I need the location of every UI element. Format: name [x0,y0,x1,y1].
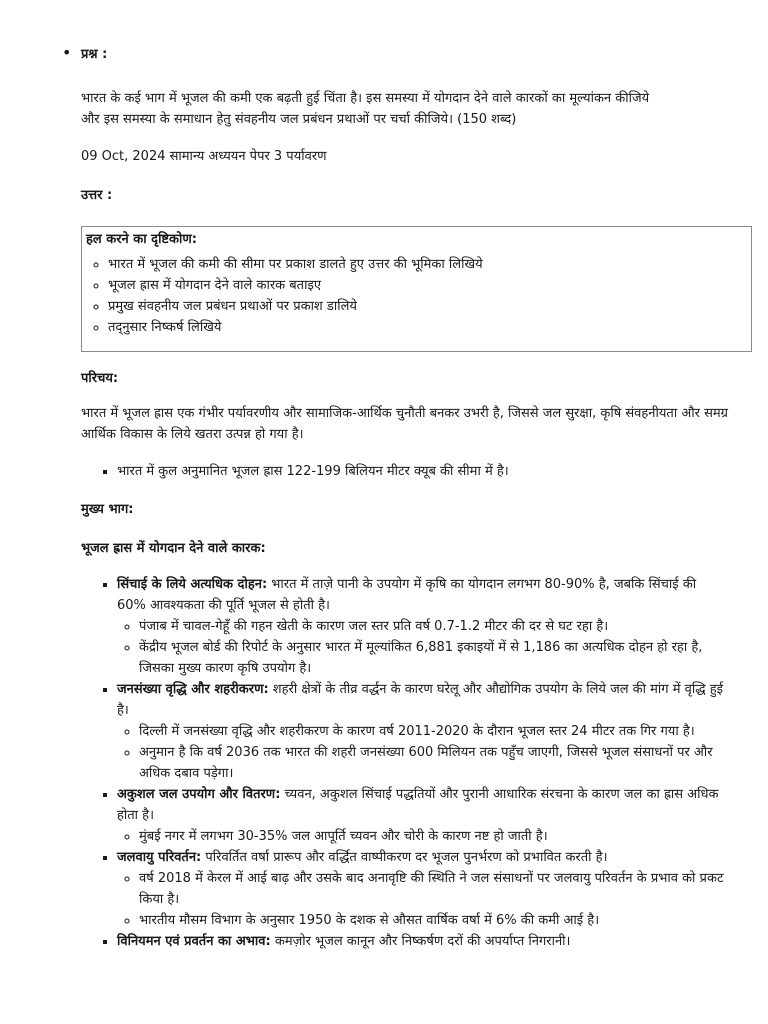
factor-title: जनसंख्या वृद्धि और शहरीकरण: [117,682,269,697]
question-label: प्रश्न : [81,47,108,62]
factor-item [117,847,728,931]
factor-sub-item: ◦ भारतीय मौसम विभाग के अनुसार 1950 के दशक से औसत वार्षिक वर्षा में 6% की कमी आई है। [139,910,728,931]
factor-title: विनियमन एवं प्रवर्तन का अभाव: [117,934,271,949]
question-meta: 09 Oct, 2024 सामान्य अध्ययन पेपर 3 पर्यावरण [81,149,327,164]
main-heading: मुख्य भाग: [81,502,134,517]
factor-item [117,931,728,952]
approach-item: ◦ तद्नुसार निष्कर्ष लिखिये [108,317,747,338]
intro-paragraph: भारत में भूजल ह्रास एक गंभीर पर्यावरणीय और सामाजिक-आर्थिक चुनौती बनकर उभरी है, जिससे जल सुरक्षा, कृषि संवहनीयता और समग्र आर्थिक विकास के लिये खतरा उत्पन्न हो गया है। [81,406,728,442]
answer-label: उत्तर : [81,188,113,203]
question-text [81,88,728,130]
factor-sub-item: ◦ दिल्ली में जनसंख्या वृद्धि और शहरीकरण के कारण वर्ष 2011-2020 के दौरान भूजल स्तर 24 मीटर तक गिर गया है। [139,721,728,742]
factor-text: शहरी क्षेत्रों के तीव्र वर्द्धन के कारण घरेलू और औद्योगिक उपयोग के लिये जल की मांग में वृद्धि हुई है। [117,682,724,718]
factor-item [117,679,728,784]
question-text-line-2: और इस समस्या के समाधान हेतु संवहनीय जल प्रबंधन प्रथाओं पर चर्चा कीजिये। (150 शब्द) [81,112,517,127]
factor-text: परिवर्तित वर्षा प्रारूप और वर्द्धित वाष्पीकरण दर भूजल पुनर्भरण को प्रभावित करती है। [201,850,608,865]
factor-item [117,574,728,679]
approach-item: ◦ भारत में भूजल की कमी की सीमा पर प्रकाश डालते हुए उत्तर की भूमिका लिखिये [108,254,747,275]
factor-sub-item: ◦ केंद्रीय भूजल बोर्ड की रिपोर्ट के अनुसार भारत में मूल्यांकित 6,881 इकाइयों में से 1,186 का अत्यधिक दोहन हो रहा है, जिसका मुख्य कारण कृषि उपयोग है। [139,637,728,679]
factor-title: अकुशल जल उपयोग और वितरण: [117,787,281,802]
intro-bullet-list [81,461,728,482]
factor-text: भारत में ताज़े पानी के उपयोग में कृषि का योगदान लगभग 80-90% है, जबकि सिंचाई की 60% आवश्यकता की पूर्ति भूजल से होती है। [117,577,697,613]
factor-text: च्यवन, अकुशल सिंचाई पद्धतियों और पुरानी आधारिक संरचना के कारण जल का ह्रास अधिक होता है। [117,787,719,823]
factor-text: कमज़ोर भूजल कानून और निष्कर्षण दरों की अपर्याप्त निगरानी। [270,934,571,949]
approach-item: ◦ प्रमुख संवहनीय जल प्रबंधन प्रथाओं पर प्रकाश डालिये [108,296,747,317]
factors-subheading: भूजल ह्रास में योगदान देने वाले कारक: [81,541,266,556]
approach-list [86,254,747,338]
intro-heading: परिचय: [81,371,119,386]
approach-heading: हल करने का दृष्टिकोण: [86,232,197,247]
factor-sub-item: ◦ पंजाब में चावल-गेहूँ की गहन खेती के कारण जल स्तर प्रति वर्ष 0.7-1.2 मीटर की दर से घट रहा है। [139,616,728,637]
factors-list [81,574,728,952]
factor-sub-item: ◦ मुंबई नगर में लगभग 30-35% जल आपूर्ति च्यवन और चोरी के कारण नष्ट हो जाती है। [139,826,728,847]
intro-bullet: ▪ भारत में कुल अनुमानित भूजल ह्रास 122-199 बिलियन मीटर क्यूब की सीमा में है। [117,461,728,482]
factor-sub-item: ◦ अनुमान है कि वर्ष 2036 तक भारत की शहरी जनसंख्या 600 मिलियन तक पहुँच जाएगी, जिससे भूजल संसाधनों पर और अधिक दबाव पड़ेगा। [139,742,728,784]
approach-item: ◦ भूजल ह्रास में योगदान देने वाले कारक बताइए [108,275,747,296]
factor-title: जलवायु परिवर्तन: [117,850,202,865]
factor-title: सिंचाई के लिये अत्यधिक दोहन: [117,577,268,592]
factor-sub-item: ◦ वर्ष 2018 में केरल में आई बाढ़ और उसके बाद अनावृष्टि की स्थिति ने जल संसाधनों पर जलवायु परिवर्तन के प्रभाव को प्रकट किया है। [139,868,728,910]
factor-item [117,784,728,847]
question-text-line-1: भारत के कई भाग में भूजल की कमी एक बढ़ती हुई चिंता है। इस समस्या में योगदान देने वाले कारकों का मूल्यांकन कीजिये [81,91,650,106]
question-bullet: • [62,43,72,62]
approach-box [81,226,752,352]
